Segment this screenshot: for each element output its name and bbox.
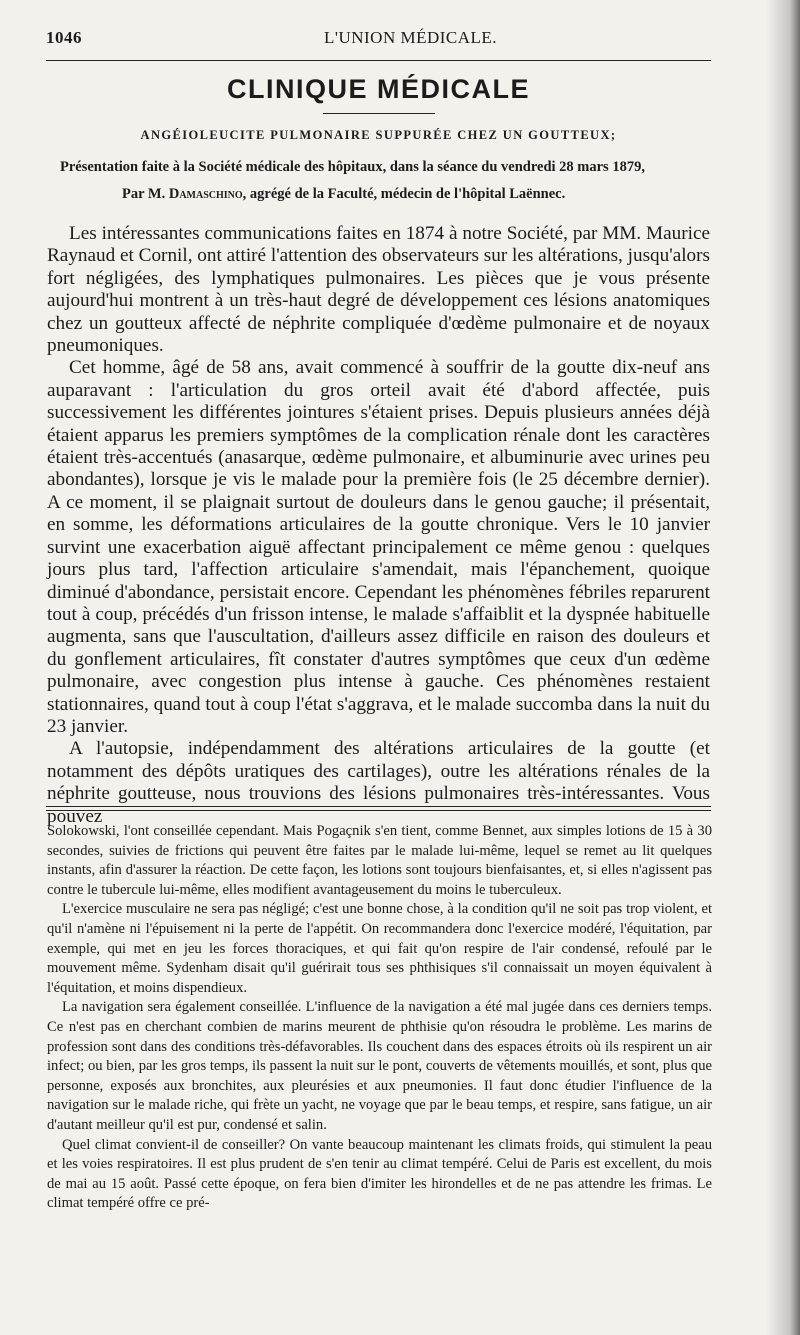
feuilleton-paragraph: La navigation sera également conseillée. L'influence de la navigation a été mal jugée dans ces derniers temps. Ce n'est pas en cherchant combien de marins meurent de phthisie qu'on résoudra le problème. Les marins de profession sont dans des conditions très-défavorables. Ils couchent dans des espaces étroits où ils respirent un air infect; ou bien, par les gros temps, ils passent la nuit sur le pont, couverts de vêtements mouillés, et sont, plus que personne, exposés aux bronchites, aux pleurésies et aux pneumonies. Il faut donc étudier l'influence de la navigation sur le malade riche, qui frète un yacht, ne voyage que par le beau temps, et respire, sans fatigue, un air d'autant meilleur qu'il est pur, condensé et salin. [47, 999, 712, 1133]
footnote-separator-rule [46, 810, 711, 811]
running-head [46, 28, 711, 54]
journal-title: L'UNION MÉDICALE. [324, 28, 498, 47]
title-rule [323, 113, 435, 114]
article-title: ANGÉIOLEUCITE PULMONAIRE SUPPURÉE CHEZ UN GOUTTEUX; [140, 128, 617, 142]
article-presentation [60, 154, 720, 208]
body-paragraph: Cet homme, âgé de 58 ans, avait commencé à souffrir de la goutte dix-neuf ans auparavant : l'articulation du gros orteil avait été d'abord affectée, puis successivement les différentes jointures s'étaient prises. Depuis plusieurs années déjà étaient apparus les premiers symptômes de la complication rénale dont les caractères étaient très-accentués (anasarque, œdème pulmonaire, et albuminurie avec urines peu abondantes), lorsque je vis le malade pour la première fois (le 25 décembre dernier). A ce moment, il se plaignait surtout de douleurs dans le genou gauche; il présentait, en somme, les déformations articulaires de la goutte chronique. Vers le 10 janvier survint une exacerbation aiguë affectant principalement ce même genou : quelques jours plus tard, l'affection articulaire s'amendait, mais l'épanchement, quoique diminué d'abondance, persistait encore. Cependant les phénomènes fébriles reparurent tout à coup, précédés d'un frisson intense, le malade s'affaiblit et la dyspnée habituelle augmenta, sans que l'auscultation, d'ailleurs assez difficile en raison des douleurs et du gonflement articulaires, fît constater d'autres symptômes que ceux d'un œdème pulmonaire, avec congestion plus intense à gauche. Ces phénomènes restaient stationnaires, quand tout à coup l'état s'aggrava, et le malade succomba dans la nuit du 23 janvier. [47, 357, 710, 737]
section-title: CLINIQUE MÉDICALE [226, 74, 530, 104]
author-prefix: Par M. [122, 186, 169, 202]
feuilleton-paragraph: Solokowski, l'ont conseillée cependant. Mais Pogaçnik s'en tient, comme Bennet, aux simples lotions de 15 à 30 secondes, suivies de frictions qui peuvent être faites par le malade lui-même, lequel se remet au lit quelques instants, afin d'assurer la réaction. De cette façon, les lotions sont toujours bienfaisantes, et, si elles n'agissent pas contre le tubercule lui-même, elles modifient avantageusement du moins le tuberculeux. [47, 823, 712, 898]
article-body [47, 223, 710, 828]
presentation-line: Présentation faite à la Société médicale des hôpitaux, dans la séance du vendredi 28 mars 1879, [60, 159, 645, 175]
page-binding-shadow [766, 0, 800, 1335]
feuilleton-text [47, 822, 712, 1214]
author-name: Damaschino [168, 186, 243, 202]
author-affiliation: , agrégé de la Faculté, médecin de l'hôpital Laënnec. [242, 186, 566, 202]
body-paragraph: A l'autopsie, indépendamment des altérations articulaires de la goutte (et notamment des dépôts uratiques des cartilages), outre les altérations rénales de la néphrite goutteuse, nous trouvions des lésions pulmonaires très-intéressantes. Vous pouvez [47, 738, 710, 827]
footnote-separator-rule [46, 806, 711, 807]
body-paragraph: Les intéressantes communications faites en 1874 à notre Société, par MM. Maurice Raynaud et Cornil, ont attiré l'attention des observateurs sur les altérations, jusqu'alors fort négligées, des lymphatiques pulmonaires. Les pièces que je vous présente aujourd'hui montrent à un très-haut degré de développement ces lésions anatomiques chez un goutteux affecté de néphrite compliquée d'œdème pulmonaire et de noyaux pneumoniques. [47, 223, 710, 357]
feuilleton-paragraph: Quel climat convient-il de conseiller? On vante beaucoup maintenant les climats froids, qui stimulent la peau et les voies respiratoires. Il est plus prudent de s'en tenir au climat tempéré. Celui de Paris est excellent, du mois de mai au 15 août. Passé cette époque, on fera bien d'imiter les hirondelles et de ne pas attendre les frimas. Le climat tempéré offre ce pré- [47, 1136, 712, 1212]
header-rule [46, 60, 711, 61]
author-line [60, 181, 720, 208]
feuilleton-paragraph: L'exercice musculaire ne sera pas négligé; c'est une bonne chose, à la condition qu'il ne soit pas trop violent, et qu'il n'amène ni l'épuisement ni la perte de l'appétit. On recommandera donc l'exercice modéré, l'équitation, par exemple, qui met en jeu les forces thoraciques, et qui fait qu'on respire de l'air condensé, refoulé par le mouvement même. Sydenham disait qu'il guérirait tous ses phthisiques s'il connaissait un moyen équivalent à l'équitation, et moins dispendieux. [47, 901, 712, 996]
page-number: 1046 [46, 28, 82, 47]
